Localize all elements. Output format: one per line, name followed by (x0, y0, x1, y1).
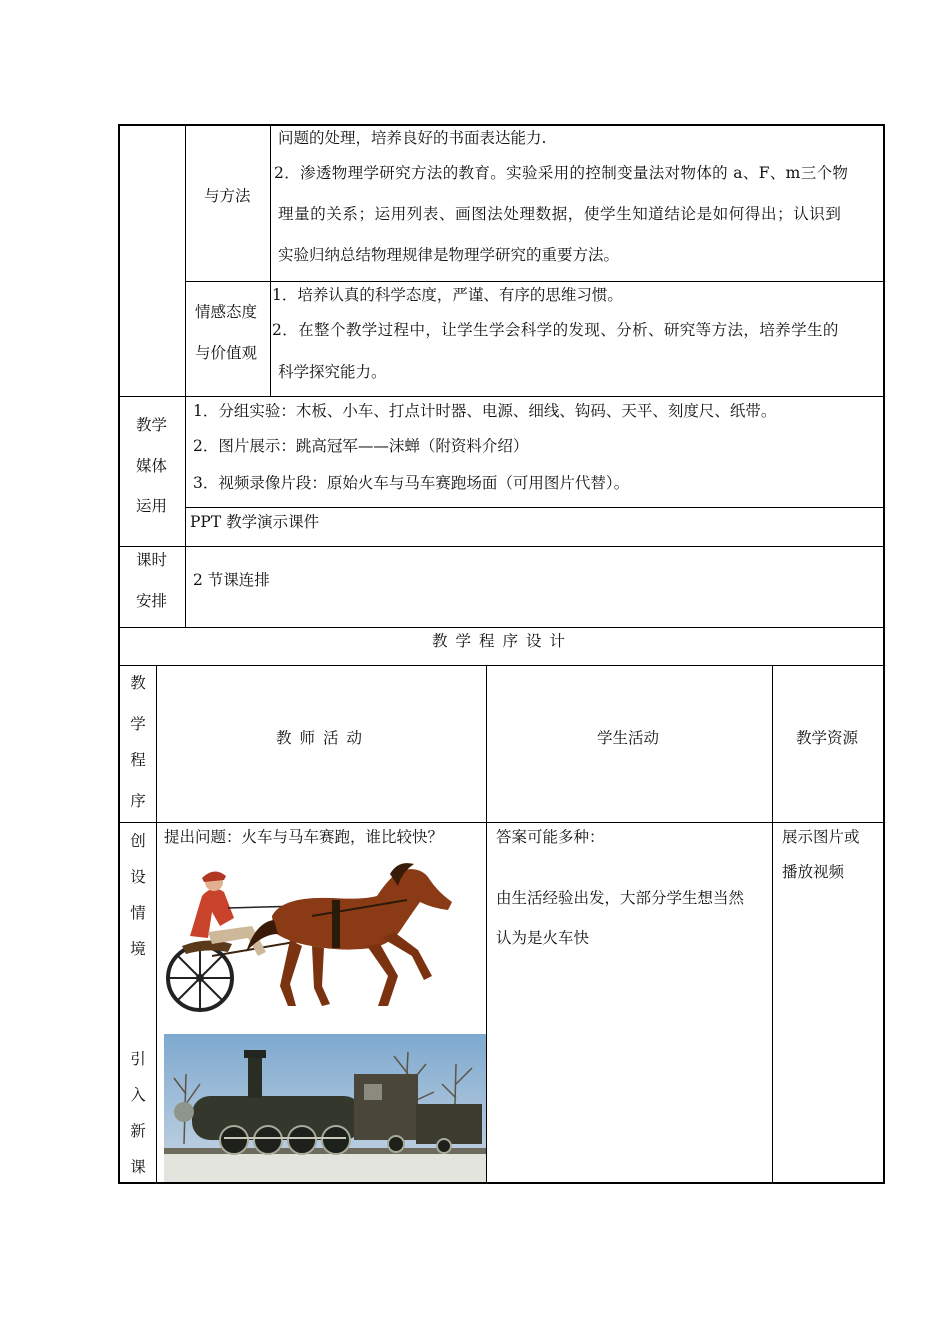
media-ppt: PPT 教学演示课件 (190, 513, 320, 531)
step-label-char: 入 (130, 1086, 146, 1104)
process-line-3: 理量的关系；运用列表、画图法处理数据，使学生知道结论是如何得出；认识到 (278, 205, 842, 223)
objectives-row-divider (185, 281, 884, 282)
train-image (164, 1034, 486, 1182)
step-label-char: 创 (130, 832, 146, 850)
header-row-divider (118, 822, 885, 823)
student-line-1: 答案可能多种： (496, 828, 605, 846)
student-header: 学生活动 (597, 729, 660, 747)
emotion-label-1: 情感态度 (195, 303, 258, 321)
objectives-bottom-divider (118, 396, 885, 397)
program-header-char: 序 (130, 792, 146, 810)
schedule-value: 2 节课连排 (193, 571, 270, 589)
program-header-char: 教 (130, 674, 146, 692)
process-line-2: 2．渗透物理学研究方法的教育。实验采用的控制变量法对物体的 a、F、m三个物 (274, 164, 849, 182)
horse-cart-illustration (162, 856, 462, 1018)
teacher-question: 提出问题：火车与马车赛跑，谁比较快？ (164, 828, 444, 846)
teacher-header: 教师活动 (276, 729, 371, 747)
design-title-bottom-divider (118, 665, 885, 666)
process-label: 与方法 (204, 187, 251, 205)
objectives-sub-divider (185, 124, 186, 396)
table-top-border (118, 124, 885, 126)
step-label-char: 设 (130, 868, 146, 886)
table-left-border (118, 124, 120, 1184)
emotion-label-2: 与价值观 (195, 344, 258, 362)
process-line-1: 问题的处理，培养良好的书面表达能力. (278, 129, 547, 147)
media-line-3: 3．视频录像片段：原始火车与马车赛跑场面（可用图片代替）。 (193, 474, 630, 492)
step-label-char: 引 (130, 1050, 146, 1068)
horse-cart-image (162, 856, 462, 1018)
student-line-3: 认为是火车快 (496, 929, 590, 947)
emotion-line-1: 1．培养认真的科学态度，严谨、有序的思维习惯。 (272, 286, 623, 304)
step-label-char: 课 (130, 1158, 146, 1176)
emotion-line-3: 科学探究能力。 (278, 363, 387, 381)
media-label-1: 教学 (136, 416, 168, 434)
schedule-bottom-divider (118, 627, 885, 628)
program-header-char: 学 (130, 715, 146, 733)
media-label-divider (185, 396, 186, 627)
program-header (128, 671, 148, 825)
schedule-label-2: 安排 (136, 592, 168, 610)
media-ppt-divider (185, 507, 884, 508)
step-label-char: 情 (130, 904, 146, 922)
emotion-line-2: 2．在整个教学过程中，让学生学会科学的发现、分析、研究等方法，培养学生的 (272, 321, 839, 339)
steam-locomotive-photo (164, 1034, 486, 1182)
student-line-2: 由生活经验出发，大部分学生想当然 (496, 889, 745, 907)
step-label-top (128, 829, 148, 973)
schedule-label-1: 课时 (136, 551, 168, 569)
resource-line-2: 播放视频 (782, 863, 845, 881)
media-bottom-divider (118, 546, 885, 547)
media-label-2: 媒体 (136, 457, 168, 475)
media-label-3: 运用 (136, 497, 168, 515)
media-line-2: 2．图片展示：跳高冠军——沫蝉（附资料介绍） (193, 437, 529, 455)
design-title: 教学程序设计 (432, 632, 574, 650)
resource-line-1: 展示图片或 (782, 828, 860, 846)
step-label-char: 新 (130, 1122, 146, 1140)
objectives-content-divider (270, 124, 271, 396)
resource-header: 教学资源 (796, 729, 859, 747)
process-line-4: 实验归纳总结物理规律是物理学研究的重要方法。 (278, 246, 620, 264)
table-bottom-border (118, 1182, 885, 1184)
step-label-char: 境 (130, 940, 146, 958)
media-line-1: 1．分组实验：木板、小车、打点计时器、电源、细线、钩码、天平、刻度尺、纸带。 (193, 402, 777, 420)
table-right-border (883, 124, 885, 1184)
program-col-divider (156, 665, 157, 1183)
step-label-bottom (128, 1047, 148, 1191)
teacher-col-divider (486, 665, 487, 1183)
program-header-char: 程 (130, 751, 146, 769)
student-col-divider (772, 665, 773, 1183)
